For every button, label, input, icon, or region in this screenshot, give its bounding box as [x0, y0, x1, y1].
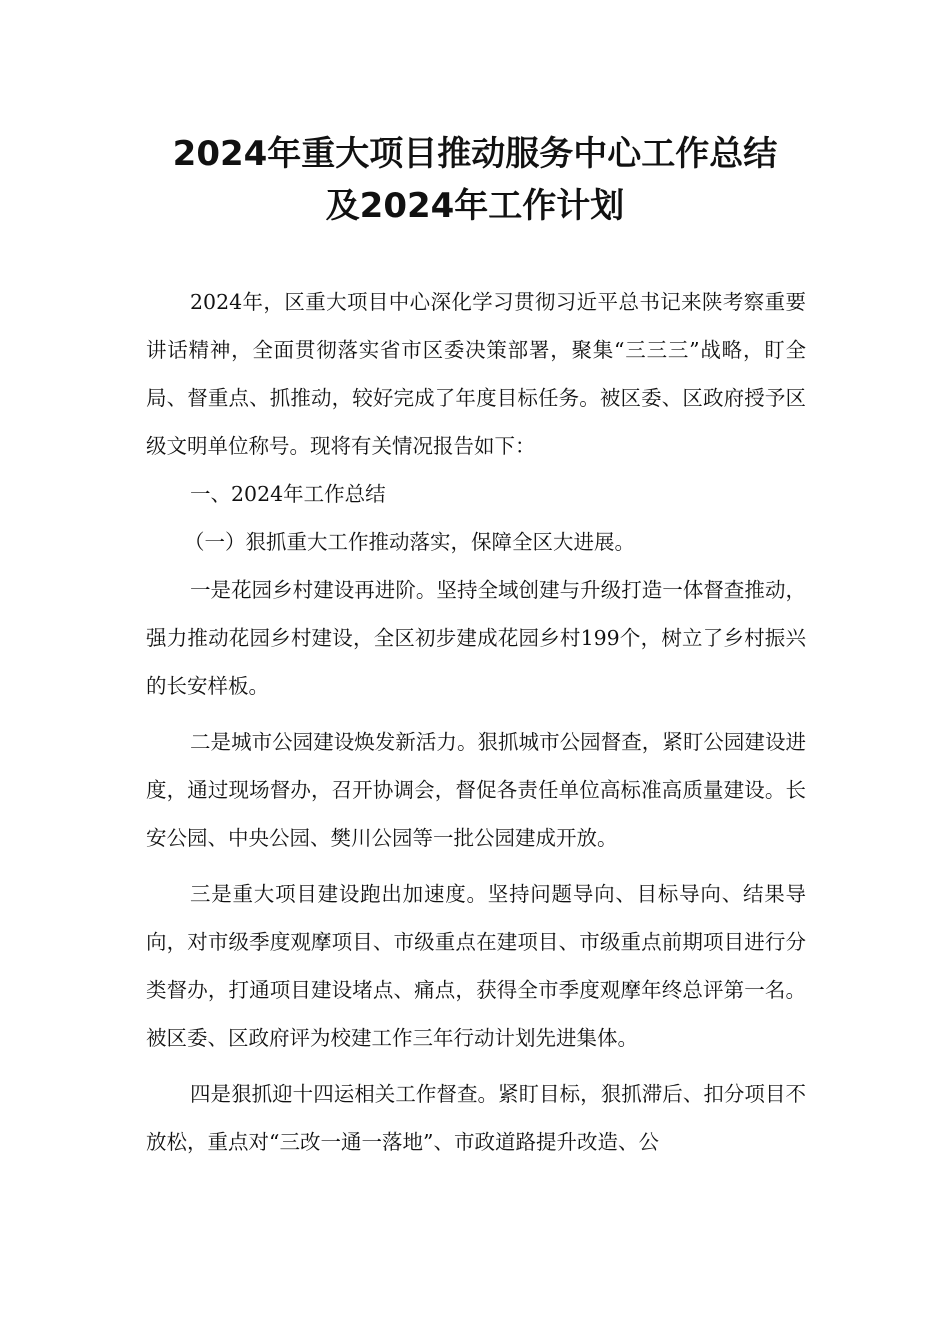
paragraph-national-games: 四是狠抓迎十四运相关工作督查。紧盯目标，狠抓滞后、扣分项目不放松，重点对“三改一通一落地”、市政道路提升改造、公 — [146, 1082, 806, 1154]
title-line-2: 及2024年工作计划 — [325, 186, 625, 226]
section-heading: 一、2024年工作总结 — [190, 482, 386, 506]
document-body — [146, 278, 806, 1166]
title-line-1: 2024年重大项目推动服务中心工作总结 — [172, 134, 778, 174]
intro-paragraph: 2024年，区重大项目中心深化学习贯彻习近平总书记来陕考察重要讲话精神，全面贯彻落实省市区委决策部署，聚集“三三三”战略，盯全局、督重点、抓推动，较好完成了年度目标任务。被区委、区政府授予区级文明单位称号。现将有关情况报告如下： — [146, 290, 806, 458]
paragraph-major-projects: 三是重大项目建设跑出加速度。坚持问题导向、目标导向、结果导向，对市级季度观摩项目、市级重点在建项目、市级重点前期项目进行分类督办，打通项目建设堵点、痛点，获得全市季度观摩年终总评第一名。被区委、区政府评为校建工作三年行动计划先进集体。 — [146, 882, 806, 1050]
paragraph-city-parks: 二是城市公园建设焕发新活力。狠抓城市公园督查，紧盯公园建设进度，通过现场督办，召开协调会，督促各责任单位高标准高质量建设。长安公园、中央公园、樊川公园等一批公园建成开放。 — [146, 730, 806, 850]
subsection-heading: （一）狠抓重大工作推动落实，保障全区大进展。 — [184, 530, 635, 554]
paragraph-garden-villages: 一是花园乡村建设再进阶。坚持全域创建与升级打造一体督查推动，强力推动花园乡村建设，全区初步建成花园乡村199个，树立了乡村振兴的长安样板。 — [146, 578, 806, 698]
document-title — [0, 128, 950, 232]
